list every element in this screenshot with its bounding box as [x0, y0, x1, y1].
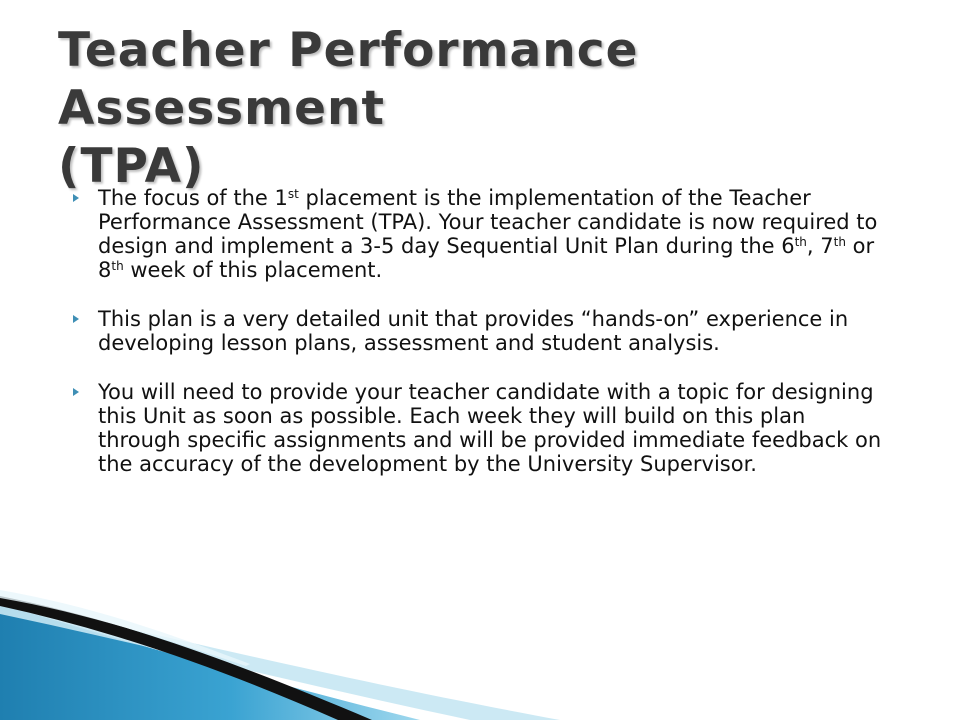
bullet-text: This plan is a very detailed unit that provides “hands-on” experience in developing lesson plans, assessment and student analysis. — [98, 307, 849, 355]
triangle-right-icon — [73, 388, 79, 396]
slide-title — [58, 22, 938, 196]
bullet-list — [70, 186, 890, 501]
bullet-superscript: th — [833, 235, 846, 249]
bullet-superscript: th — [111, 259, 124, 273]
triangle-right-icon — [73, 194, 79, 202]
bullet-text: The focus of the 1 — [98, 186, 288, 210]
bullet-item — [70, 186, 890, 282]
bullet-item — [70, 380, 890, 476]
bullet-superscript: th — [794, 235, 807, 249]
bullet-text: , 7 — [806, 234, 834, 258]
slide-title-line-1: Teacher Performance Assessment — [58, 23, 639, 136]
bullet-text: You will need to provide your teacher candidate with a topic for designing this Unit as soon as possible. Each week they will build on this plan through specific assignments and will be provided immediate feedback on the accuracy of the development by the University Supervisor. — [98, 380, 882, 476]
bullet-item — [70, 307, 890, 355]
slide-title-line-2: (TPA) — [58, 139, 205, 194]
bullet-text: week of this placement. — [123, 258, 383, 282]
bullet-superscript: st — [287, 187, 299, 201]
bullet-text: placement is the implementation of the Teacher Performance Assessment (TPA). Your teacher candidate is now required to design and implement a 3-5 day Sequential Unit Plan during the 6 — [98, 186, 878, 258]
triangle-right-icon — [73, 315, 79, 323]
bullet-text: or 8 — [98, 234, 875, 282]
